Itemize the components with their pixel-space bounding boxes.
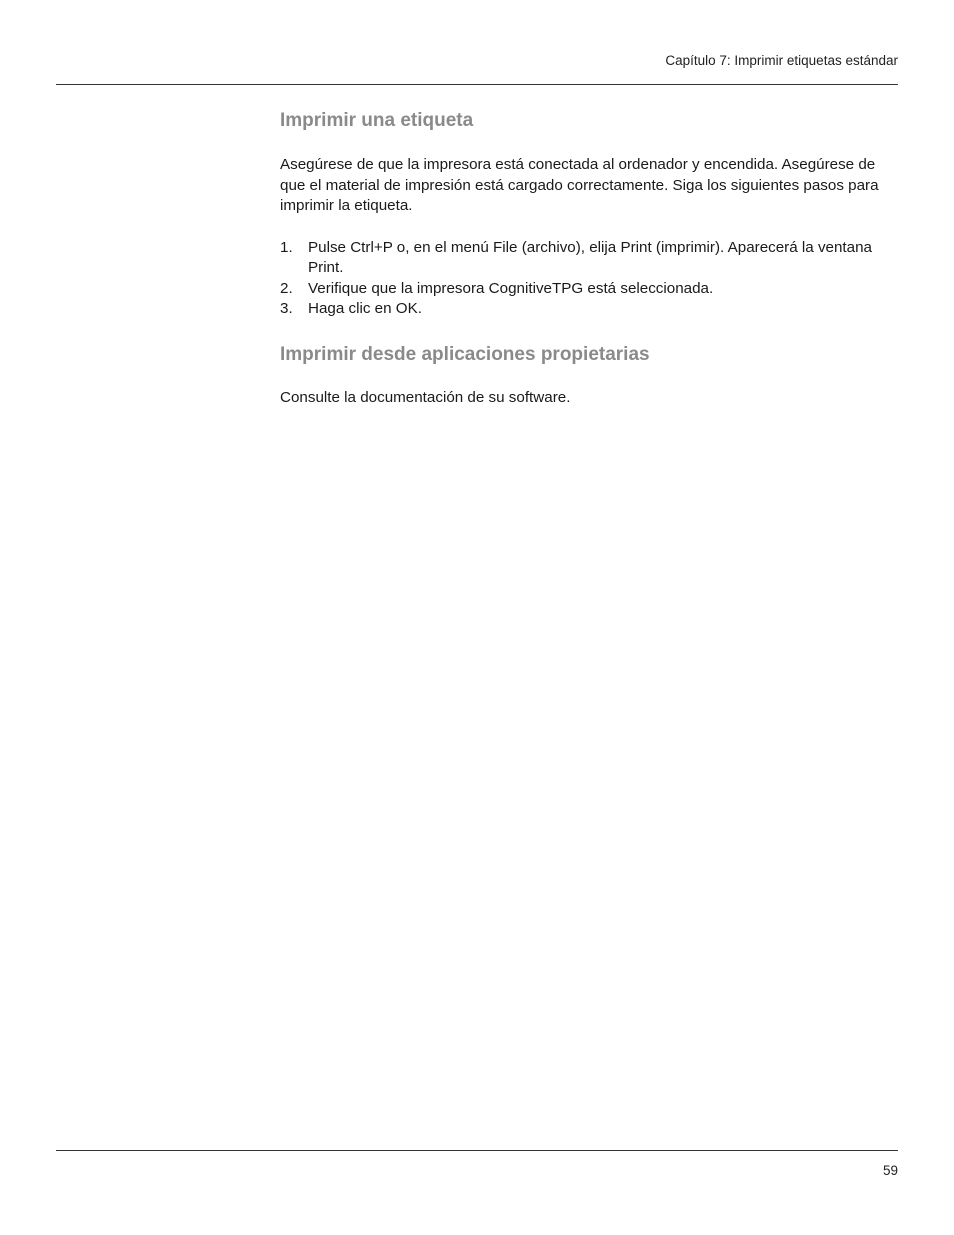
step-text: Haga clic en OK. xyxy=(308,300,422,317)
section-heading-proprietary-apps: Imprimir desde aplicaciones propietarias xyxy=(280,343,650,365)
list-item xyxy=(280,279,900,300)
list-item xyxy=(280,299,900,320)
running-header: Capítulo 7: Imprimir etiquetas estándar xyxy=(665,53,898,68)
step-text: Verifique que la impresora CognitiveTPG está seleccionada. xyxy=(308,279,714,297)
intro-paragraph: Asegúrese de que la impresora está conectada al ordenador y encendida. Asegúrese de que el material de impresión está cargado correctamente. Siga los siguientes pasos para imprimir la etiqueta. xyxy=(280,156,879,214)
step-number: 3. xyxy=(280,300,293,317)
page-number: 59 xyxy=(882,1163,898,1178)
page-content xyxy=(280,108,900,408)
list-item xyxy=(280,238,900,279)
section-heading-print-label: Imprimir una etiqueta xyxy=(280,110,474,131)
body-paragraph: Consulte la documentación de su software. xyxy=(280,388,571,406)
steps-list xyxy=(280,238,900,320)
footer-rule xyxy=(56,1150,898,1151)
step-number: 2. xyxy=(280,279,293,297)
step-number: 1. xyxy=(280,238,293,256)
header-rule xyxy=(56,84,898,85)
step-text: Pulse Ctrl+P o, en el menú File (archivo), elija Print (imprimir). Aparecerá la ventana Print. xyxy=(308,238,872,276)
